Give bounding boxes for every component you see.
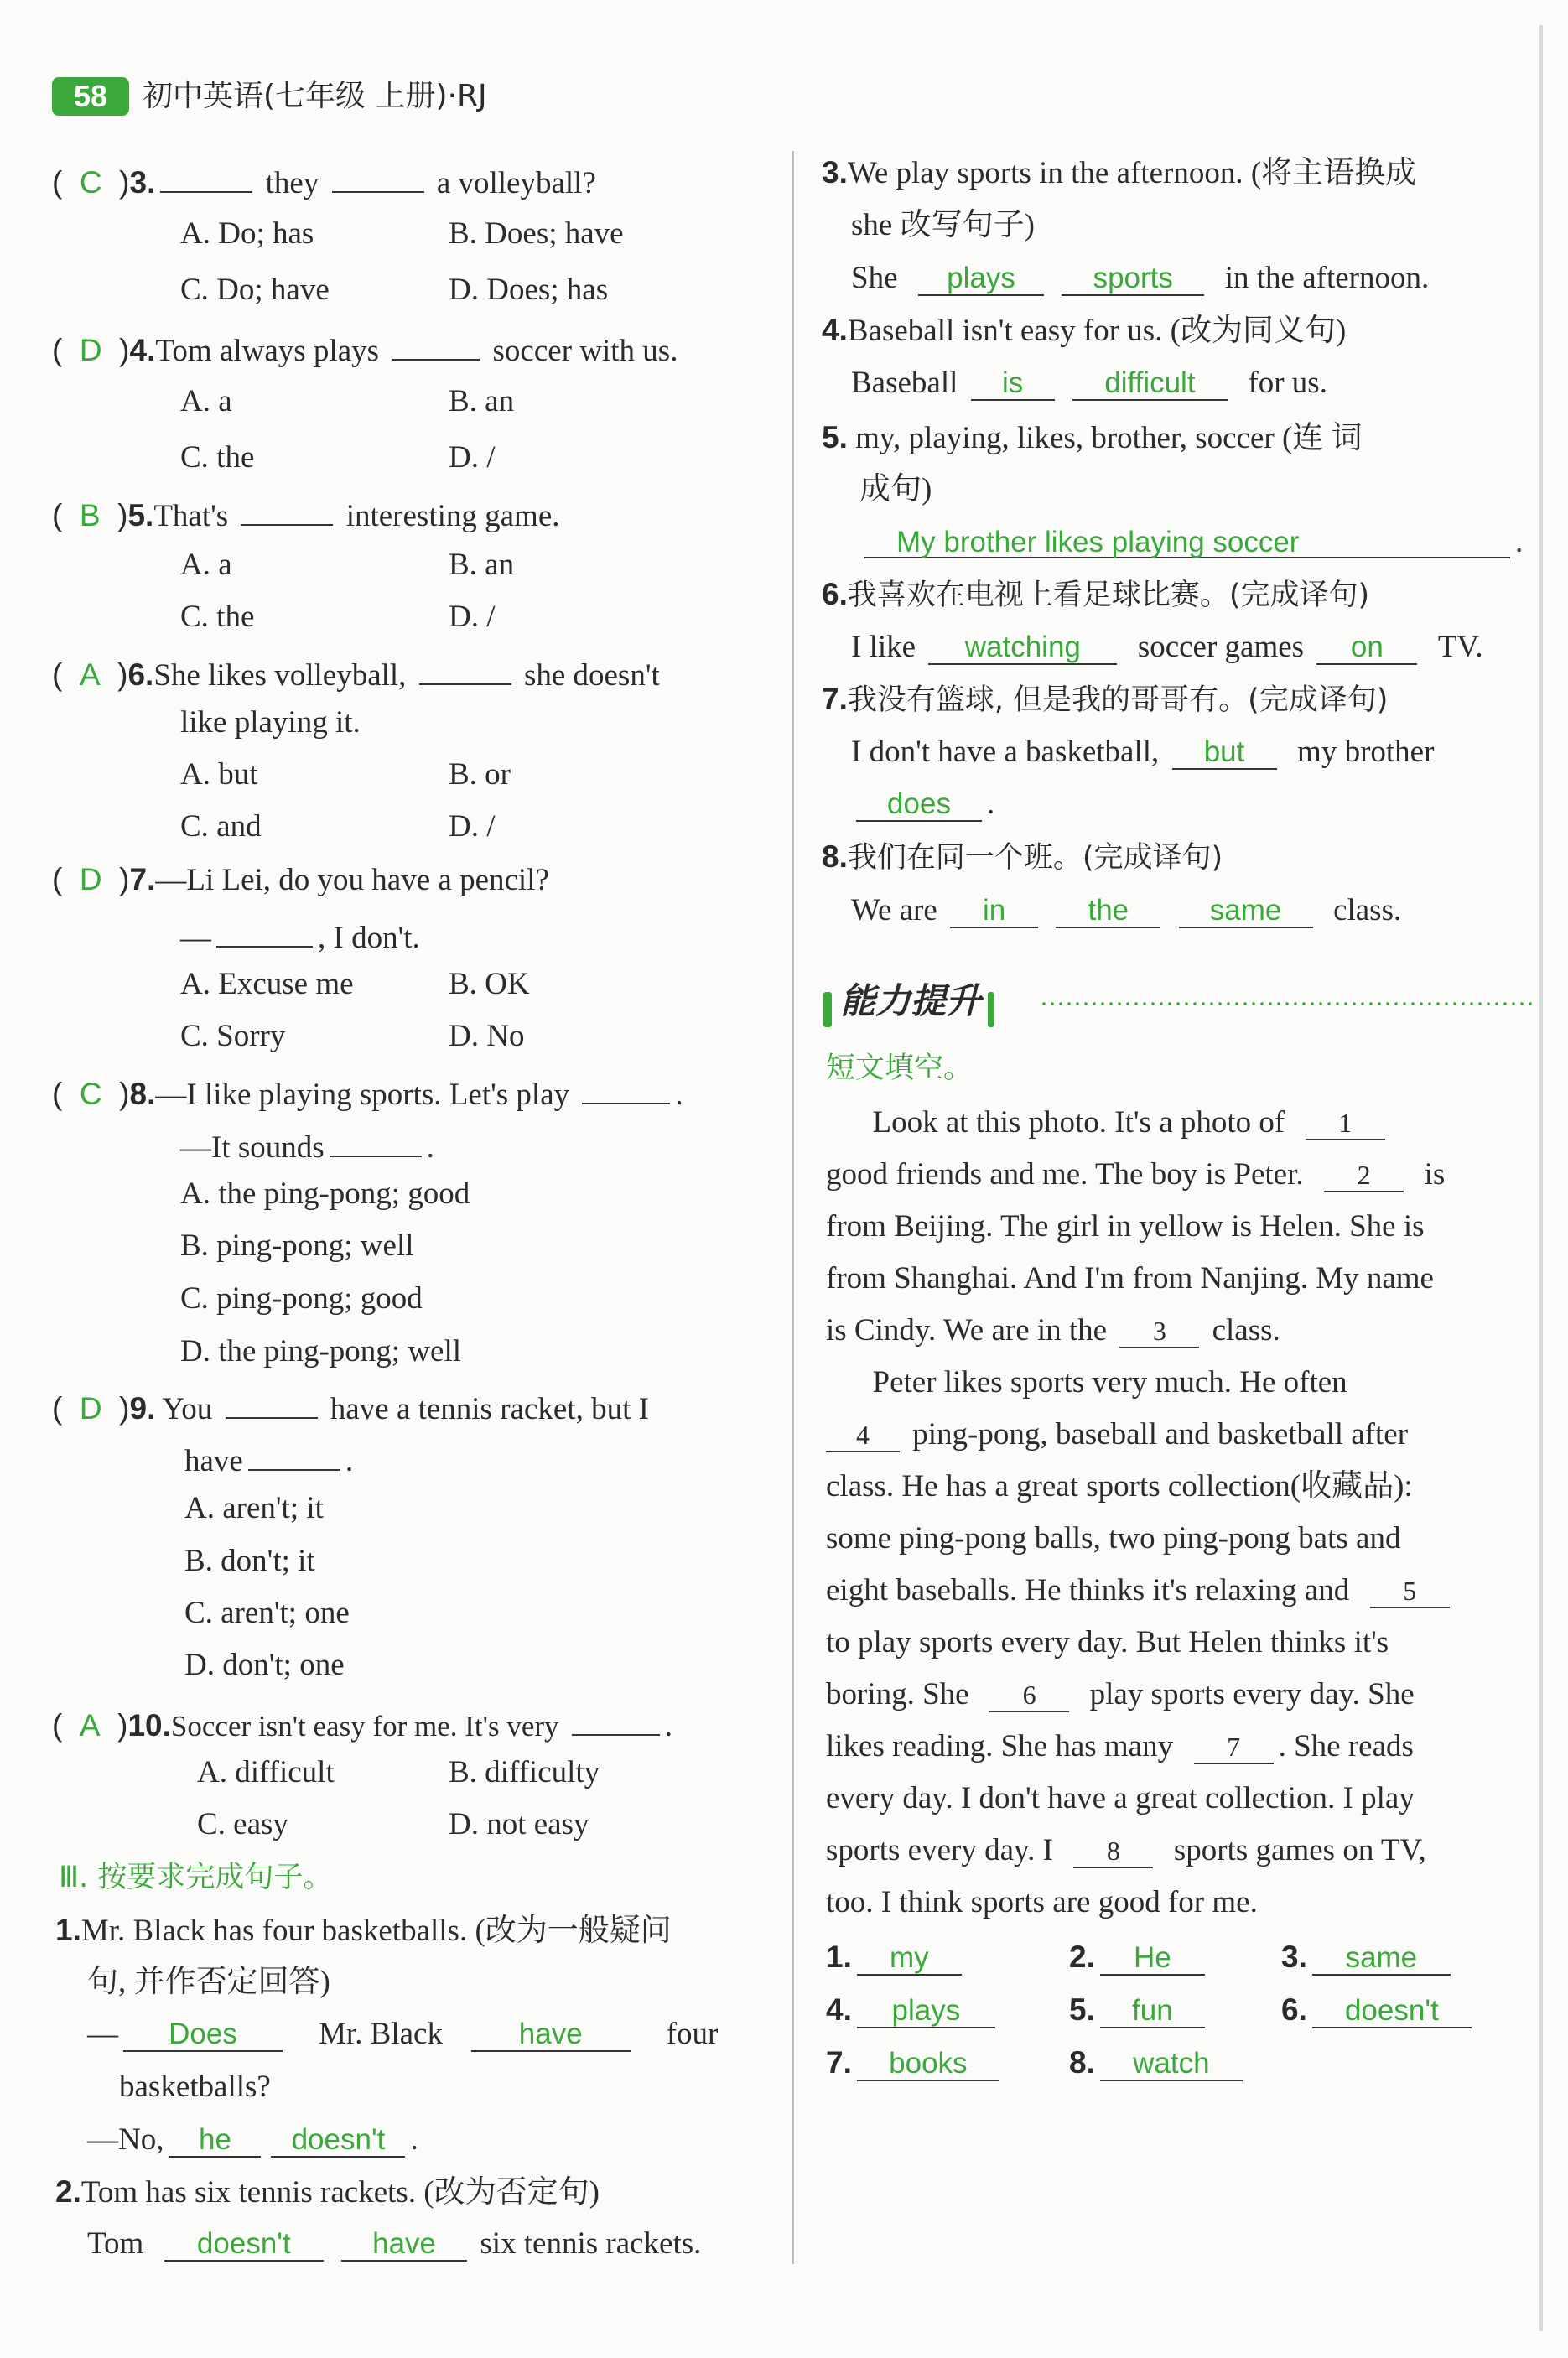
answer-text: six tennis rackets.: [480, 2226, 702, 2261]
question-stem-continued: like playing it.: [180, 705, 361, 740]
page-edge: [1539, 25, 1543, 2331]
answer-blank: [241, 491, 333, 526]
item-number: 5.: [1069, 1992, 1095, 2027]
item-number: 2.: [1069, 1940, 1095, 1974]
option: C. Do; have: [180, 273, 330, 307]
item-number: 8.: [822, 839, 848, 874]
passage-line: [826, 1565, 1455, 1618]
item-instruction: Mr. Black has four basketballs. (改为一般疑问: [80, 1914, 672, 1948]
ability-section-heading: [823, 978, 1003, 1033]
page-number-badge: 58: [52, 77, 129, 116]
filled-blank: on: [1316, 630, 1417, 665]
passage-line: class. He has a great sports collection(收藏品):: [826, 1469, 1413, 1504]
answer-text: class.: [1333, 893, 1402, 927]
sentence-4-answer: [851, 363, 1327, 403]
answer-choice: D: [79, 862, 102, 896]
question-stem: have a tennis racket, but I: [330, 1392, 649, 1426]
item-number: 6.: [822, 577, 848, 611]
option: A. a: [180, 384, 232, 418]
question-stem: interesting game.: [345, 499, 560, 533]
item-instruction: 我喜欢在电视上看足球比赛。(完成译句): [847, 579, 1370, 612]
numbered-blank: 3: [1119, 1313, 1199, 1348]
sentence-4: [822, 310, 1346, 351]
option: B. OK: [449, 967, 530, 1001]
question-8: ( C )8.—I like playing sports. Let's play .: [52, 1069, 683, 1115]
question-stem: she doesn't: [523, 658, 660, 693]
filled-blank: have: [471, 2017, 631, 2052]
subsection-title: 短文填空。: [826, 1052, 974, 1085]
item-number: 5.: [822, 420, 848, 454]
item-number: 7.: [822, 682, 848, 716]
passage-text: eight baseballs. He thinks it's relaxing and: [826, 1573, 1350, 1607]
question-stem: —I like playing sports. Let's play: [155, 1078, 570, 1112]
column-divider: [792, 151, 794, 2264]
passage-text: is Cindy. We are in the: [826, 1313, 1108, 1348]
question-stem: —Li Lei, do you have a pencil?: [155, 863, 549, 897]
option: D. the ping-pong; well: [180, 1334, 462, 1369]
item-instruction: Baseball isn't easy for us. (改为同义句): [847, 314, 1347, 348]
sentence-6-answer: [851, 627, 1483, 667]
answer-choice: A: [79, 1708, 101, 1743]
answer-text: for us.: [1248, 366, 1327, 400]
numbered-blank: 6: [989, 1677, 1069, 1712]
passage-text: good friends and me. The boy is Peter.: [826, 1157, 1304, 1192]
filled-blank: He: [1100, 1940, 1205, 1976]
question-number: 6.: [127, 657, 154, 692]
sentence-7-answer: [851, 732, 1434, 772]
sentence-1: [55, 1910, 672, 1951]
answer-blank: [160, 158, 252, 193]
question-stem: they: [265, 166, 319, 200]
passage-line: from Shanghai. And I'm from Nanjing. My name: [826, 1261, 1434, 1296]
option: C. the: [180, 440, 255, 475]
option: B. difficulty: [449, 1755, 600, 1789]
passage-text: Look at this photo. It's a photo of: [872, 1105, 1285, 1140]
question-10: ( A )10.Soccer isn't easy for me. It's very .: [52, 1701, 672, 1747]
filled-blank: in: [950, 893, 1038, 928]
passage-text: class.: [1212, 1313, 1280, 1348]
numbered-blank: 7: [1194, 1729, 1274, 1764]
question-number: 7.: [129, 862, 156, 896]
answer-choice: B: [79, 498, 101, 532]
section-title: 能力提升: [840, 980, 982, 1021]
answer-text: my brother: [1297, 735, 1435, 769]
option: A. difficult: [197, 1755, 335, 1789]
answer-choice: A: [79, 657, 101, 692]
option: B. ping-pong; well: [180, 1228, 414, 1263]
option: D. /: [449, 600, 496, 634]
passage-text: play sports every day. She: [1089, 1677, 1415, 1711]
passage-line: to play sports every day. But Helen thinks it's: [826, 1625, 1389, 1659]
answer-item: [1069, 1937, 1210, 1978]
filled-blank: plays: [857, 1993, 995, 2028]
question-stem: Tom always plays: [155, 334, 380, 368]
sentence-6: [822, 574, 1369, 615]
sentence-8-answer: [851, 891, 1401, 931]
option: A. aren't; it: [184, 1491, 324, 1525]
sentence-1-answer: — Does Mr. Black have four: [87, 2017, 719, 2051]
answer-choice: C: [79, 1077, 102, 1111]
answer-choice: D: [79, 1391, 102, 1426]
option: C. ping-pong; good: [180, 1281, 423, 1316]
question-9: ( D )9. You have a tennis racket, but I: [52, 1384, 649, 1430]
answer-text: —No,: [87, 2122, 164, 2157]
filled-blank: same: [1312, 1940, 1451, 1976]
sentence-8: [822, 837, 1223, 878]
answer-item: [1069, 2043, 1248, 2084]
heading-bar-icon: [823, 992, 832, 1027]
question-stem: a volleyball?: [436, 166, 596, 200]
passage-line: [826, 1149, 1445, 1202]
question-number: 3.: [129, 165, 156, 200]
item-instruction: 我们在同一个班。(完成译句): [847, 841, 1223, 875]
passage-text: Peter likes sports very much. He often: [872, 1365, 1347, 1400]
answer-blank: [216, 912, 313, 948]
answer-text: Tom: [87, 2226, 144, 2261]
option: D. /: [449, 440, 496, 475]
item-instruction: We play sports in the afternoon. (将主语换成: [847, 156, 1417, 190]
answer-item: [826, 1937, 967, 1978]
answer-blank: [248, 1436, 340, 1471]
question-stem: soccer with us.: [492, 334, 678, 368]
passage-text: sports every day. I: [826, 1833, 1053, 1867]
answer-blank: [419, 650, 511, 685]
numbered-blank: 5: [1370, 1573, 1450, 1608]
answer-text: She: [851, 261, 898, 295]
answer-blank: [332, 158, 424, 193]
numbered-blank: 8: [1073, 1833, 1153, 1868]
item-instruction: 句, 并作否定回答): [87, 1965, 330, 1999]
item-number: 8.: [1069, 2045, 1095, 2080]
passage-line: [826, 1721, 1414, 1774]
option: A. the ping-pong; good: [180, 1176, 470, 1211]
question-stem: That's: [153, 499, 229, 533]
filled-blank: doesn't: [1312, 1993, 1472, 2028]
filled-blank: books: [857, 2046, 999, 2081]
item-number: 1.: [826, 1940, 852, 1974]
answer-item: [1281, 1937, 1456, 1978]
filled-blank: watch: [1100, 2046, 1243, 2081]
question-7-reply: — , I don't.: [180, 912, 420, 958]
sentence-2: [55, 2172, 600, 2213]
item-number: 4.: [826, 1992, 852, 2027]
answer-blank: [226, 1384, 318, 1419]
answer-item: [1281, 1990, 1477, 2031]
option: B. Does; have: [449, 216, 624, 251]
passage-line: too. I think sports are good for me.: [826, 1885, 1258, 1919]
filled-blank: he: [169, 2122, 261, 2158]
filled-blank: My brother likes playing soccer: [864, 525, 1510, 558]
sentence-7: [822, 679, 1388, 720]
question-stem: , I don't.: [318, 921, 420, 955]
answer-text: I like: [851, 630, 916, 664]
filled-blank: my: [857, 1940, 962, 1976]
item-instruction: she 改写句子): [851, 208, 1035, 242]
filled-blank: difficult: [1072, 366, 1228, 401]
question-number: 9.: [129, 1391, 156, 1426]
question-stem: She likes volleyball,: [153, 658, 407, 693]
passage-line: [826, 1669, 1415, 1722]
answer-item: [826, 2043, 1005, 2084]
sentence-3: [822, 153, 1416, 194]
question-7: ( D )7.—Li Lei, do you have a pencil?: [52, 862, 549, 897]
item-instruction: 我没有篮球, 但是我的哥哥有。(完成译句): [847, 683, 1389, 717]
option: B. don't; it: [184, 1544, 315, 1578]
filled-blank: doesn't: [164, 2226, 324, 2262]
heading-bar-icon: [988, 992, 994, 1027]
answer-text: Mr. Black: [319, 2017, 443, 2051]
page-header-title: 初中英语(七年级 上册)·RJ: [143, 79, 487, 113]
filled-blank: fun: [1100, 1993, 1205, 2028]
answer-item: [1069, 1990, 1210, 2031]
sentence-5: [822, 418, 1363, 459]
filled-blank: doesn't: [271, 2122, 405, 2158]
sentence-7-answer-continued: does .: [851, 784, 994, 824]
question-stem: have: [184, 1444, 243, 1478]
answer-text: I don't have a basketball,: [851, 735, 1160, 769]
passage-line: [826, 1305, 1280, 1358]
filled-blank: the: [1056, 893, 1160, 928]
item-number: 1.: [55, 1913, 81, 1947]
passage-text: sports games on TV,: [1173, 1833, 1426, 1867]
answer-text: four: [666, 2017, 719, 2051]
question-5: ( B )5.That's interesting game.: [52, 491, 560, 537]
section-title: Ⅲ. 按要求完成句子。: [59, 1861, 333, 1894]
numbered-blank: 1: [1306, 1105, 1385, 1140]
item-number: 7.: [826, 2045, 852, 2080]
question-stem: Soccer isn't easy for me. It's very: [170, 1710, 559, 1743]
question-6: ( A )6.She likes volleyball, she doesn't: [52, 650, 660, 696]
option: A. a: [180, 548, 232, 582]
question-4: ( D )4.Tom always plays soccer with us.: [52, 325, 678, 371]
answer-text: basketballs?: [119, 2070, 271, 2104]
option: D. not easy: [449, 1807, 589, 1841]
item-number: 3.: [822, 155, 848, 190]
answer-text: We are: [851, 893, 937, 927]
passage-text: is: [1424, 1157, 1446, 1192]
item-instruction: Tom has six tennis rackets. (改为否定句): [80, 2175, 600, 2210]
item-number: 6.: [1281, 1992, 1307, 2027]
filled-blank: but: [1172, 735, 1277, 770]
question-stem: —It sounds: [180, 1130, 325, 1165]
passage-line: [826, 1357, 1347, 1410]
option: B. or: [449, 757, 511, 792]
answer-text: soccer games: [1137, 630, 1305, 664]
option: A. Do; has: [180, 216, 314, 251]
numbered-blank: 4: [826, 1417, 900, 1452]
option: C. aren't; one: [184, 1596, 350, 1630]
filled-blank: plays: [918, 261, 1044, 296]
answer-item: [826, 1990, 1000, 2031]
filled-blank: have: [341, 2226, 467, 2262]
passage-line: [826, 1097, 1390, 1150]
sentence-1-reply: —No, he doesn't .: [87, 2122, 418, 2157]
filled-blank: does: [856, 787, 982, 822]
answer-blank: [572, 1701, 660, 1736]
filled-blank: same: [1179, 893, 1313, 928]
item-number: 3.: [1281, 1940, 1307, 1974]
answer-blank: [330, 1122, 422, 1157]
answer-text: in the afternoon.: [1224, 261, 1430, 295]
passage-text: boring. She: [826, 1677, 969, 1711]
passage-line: every day. I don't have a great collection. I play: [826, 1781, 1415, 1815]
option: B. an: [449, 548, 515, 582]
item-instruction: my, playing, likes, brother, soccer (连 词: [855, 421, 1363, 455]
option: D. /: [449, 809, 496, 844]
answer-text: Baseball: [851, 366, 958, 400]
item-number: 2.: [55, 2174, 81, 2209]
sentence-3-answer: [851, 258, 1429, 299]
option: B. an: [449, 384, 515, 418]
question-3: ( C )3. they a volleyball?: [52, 158, 596, 204]
question-number: 10.: [127, 1708, 171, 1743]
numbered-blank: 2: [1324, 1157, 1404, 1192]
item-number: 4.: [822, 313, 848, 347]
passage-line: [826, 1825, 1426, 1878]
filled-blank: Does: [123, 2017, 283, 2052]
option: C. Sorry: [180, 1019, 286, 1053]
option: D. No: [449, 1019, 525, 1053]
answer-choice: D: [79, 333, 102, 367]
answer-choice: C: [79, 165, 102, 200]
filled-blank: watching: [928, 630, 1117, 665]
question-stem: You: [162, 1392, 213, 1426]
dotted-rule: [1040, 998, 1534, 1010]
question-9-continued: have .: [184, 1436, 353, 1482]
question-number: 4.: [129, 333, 156, 367]
filled-blank: sports: [1062, 261, 1204, 296]
option: D. don't; one: [184, 1648, 345, 1682]
option: C. easy: [197, 1807, 288, 1841]
passage-text: ping-pong, baseball and basketball after: [912, 1417, 1409, 1452]
question-number: 8.: [129, 1077, 156, 1111]
question-number: 5.: [127, 498, 154, 532]
sentence-5-answer: My brother likes playing soccer .: [859, 522, 1523, 563]
passage-line: [826, 1409, 1408, 1462]
answer-text: TV.: [1437, 630, 1483, 664]
option: D. Does; has: [449, 273, 609, 307]
option: A. but: [180, 757, 258, 792]
answer-blank: [582, 1069, 670, 1104]
answer-blank: [392, 325, 480, 361]
passage-line: some ping-pong balls, two ping-pong bats and: [826, 1521, 1401, 1556]
passage-text: likes reading. She has many: [826, 1729, 1174, 1763]
option: C. the: [180, 600, 255, 634]
option: A. Excuse me: [180, 967, 354, 1001]
option: C. and: [180, 809, 262, 844]
passage-line: from Beijing. The girl in yellow is Helen. She is: [826, 1209, 1425, 1244]
item-instruction: 成句): [859, 472, 932, 506]
passage-text: . She reads: [1278, 1729, 1414, 1763]
question-8-reply: —It sounds .: [180, 1122, 434, 1168]
sentence-2-answer: [87, 2224, 701, 2264]
filled-blank: is: [971, 366, 1055, 401]
